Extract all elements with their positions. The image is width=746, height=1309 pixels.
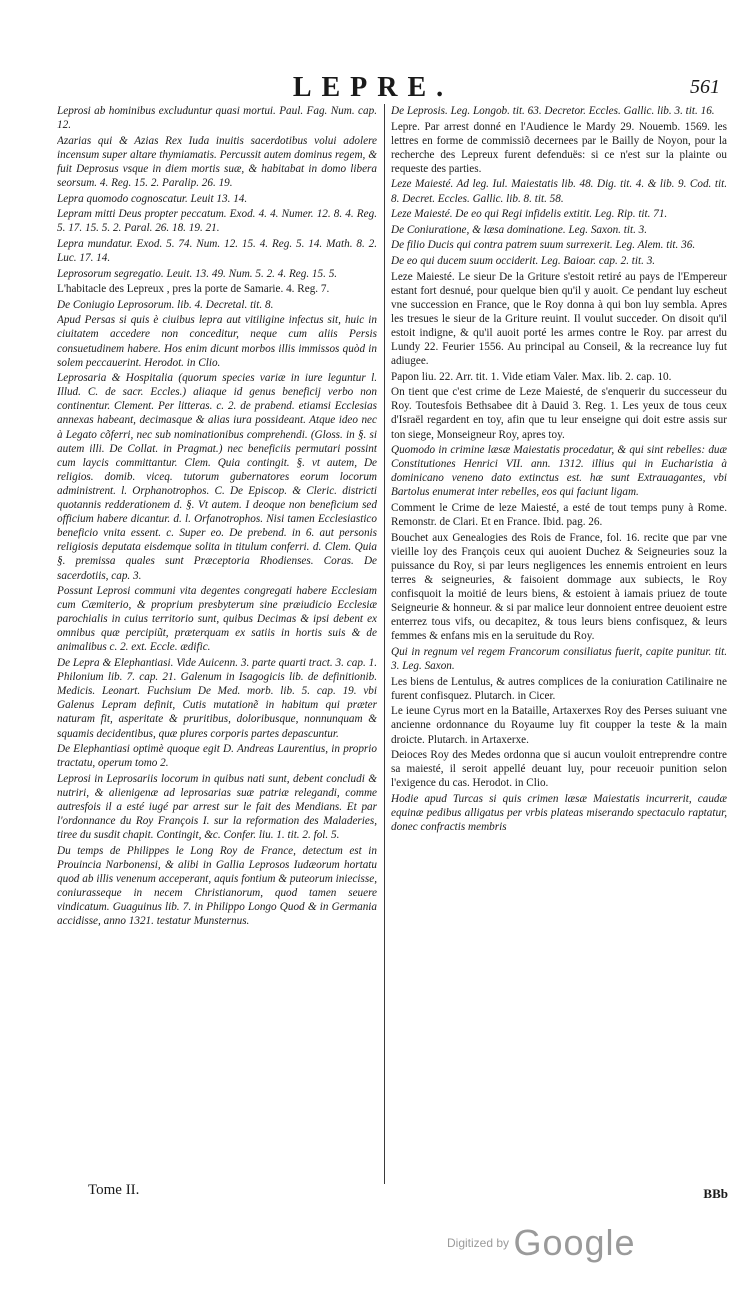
entry-paragraph: Qui in regnum vel regem Francorum consiliatus fuerit, capite punitur. tit. 3. Leg. Saxon.	[391, 645, 727, 673]
entry-paragraph: Leze Maiesté. Ad leg. Iul. Maiestatis lib. 48. Dig. tit. 4. & lib. 9. Cod. tit. 8. Decret. Eccles. Gallic. lib. 8. tit. 58.	[391, 178, 727, 205]
entry-paragraph: Du temps de Philippes le Long Roy de France, detectum est in Prouincia Narbonensi, & alibi in Gallia Leprosos Iudæorum hortatu quod ab illis venenum acceperant, aquis fontium & puteorum iniecisse, coniurasseque in necem Christianorum, quod tamen seuere vindicatum. Guaguinus lib. 7. in Philippo Longo Quod & in Germania accidisse, anno 1321. testatur Munsternus.	[57, 844, 377, 928]
left-column	[57, 104, 377, 1184]
entry-paragraph: De eo qui ducem suum occiderit. Leg. Baioar. cap. 2. tit. 3.	[391, 254, 656, 267]
entry-paragraph: De Elephantiasi optimè quoque egit D. Andreas Laurentius, in proprio tractatu, operum tomo 2.	[57, 743, 377, 770]
entry-paragraph: Papon liu. 22. Arr. tit. 1. Vide etiam Valer. Max. lib. 2. cap. 10.	[391, 370, 672, 383]
entry-paragraph: Possunt Leprosi communi vita degentes congregati habere Ecclesiam cum Cæmiterio, & proprium presbyterum sine præiudicio Ecclesiæ parochialis in cuius territorio sunt, quibus Decimas & ipsi debent ex omnibus quæ percipiũt, præterquam ex satiis in hortis suis & de animalibus c. 2. ext. Eccle. ædific.	[57, 585, 377, 654]
entry-paragraph: De Leprosis. Leg. Longob. tit. 63. Decretor. Eccles. Gallic. lib. 3. tit. 16.	[391, 105, 715, 117]
column-divider	[384, 104, 385, 1184]
entry-paragraph: Hodie apud Turcas si quis crimen læsæ Maiestatis incurrerit, caudæ equinæ pedibus alligatus per vrbis plateas miserando spectaculo raptatur, donec confractis membris	[391, 792, 727, 834]
entry-paragraph: Comment le Crime de leze Maiesté, a esté de tout temps puny à Rome. Remonstr. de Clari. Et en France. Ibid. pag. 26.	[391, 502, 727, 529]
entry-paragraph: Le ieune Cyrus mort en la Bataille, Artaxerxes Roy des Perses suiuant vne ancienne ordonnance du Royaume luy fit coupper la teste & la main droicte. Plutarch. in Artaxerxe.	[391, 705, 727, 746]
entry-paragraph: Leze Maiesté. Le sieur De la Griture s'estoit retiré au pays de l'Empereur estant fort desnué, pour quelque bien qu'il y auoit. Ce pendant luy escheut vne succession en France, que le Roy donna à qui bon luy sembla. Apres les tresues le sieur de la Griture reuint. Il voulut succeder. On disoit qu'il estoit indigne, & qu'il auoit porté les armes contre le Roy. par arrest du Lundy 22. Feurier 1556. Au principal au Conseil, & la recreance luy fut adiugee.	[391, 270, 727, 368]
digitized-watermark	[447, 1222, 636, 1264]
entry-paragraph: De Lepra & Elephantiasi. Vide Auicenn. 3. parte quarti tract. 3. cap. 1. Philonium lib. 7. cap. 21. Galenum in Isagogicis lib. de definitionib. Medicis. Leonart. Fuchsium De Med. morb. lib. 5. cap. 19. vbi Galenus Lepram definit, Cutis mutationẽ in habitum qui præter naturam fit, asperitate & pruritibus, doloribusque, nonnunquam & squamis decidentibus, quæ plures corporis partes depascuntur.	[57, 657, 377, 740]
watermark-prefix: Digitized by	[447, 1236, 510, 1250]
entry-paragraph: De Coniugio Leprosorum. lib. 4. Decretal. tit. 8.	[57, 298, 274, 311]
entry-paragraph: Bouchet aux Genealogies des Rois de France, fol. 16. recite que par vne vieille loy des François ceux qui auoient Duchez & Seigneuries souz la puissance du Roy, si par leurs negligences les ennemis entroient en leurs terres & seigneuries, & faisoient dommage aux subiects, le Roy confisquoit la moitié de leurs biens, & estoient à iamais priuez de toute Seigneurie & honneur. & si par malice leur donnoient entree deuoient estre enterrez tous vifs, ou decapitez, & tous leurs biens confisquez, & leurs femmes & enfans mis en la seruitude du Roy.	[391, 531, 727, 643]
entry-paragraph: L'habitacle des Lepreux , pres la porte de Samarie. 4. Reg. 7.	[57, 283, 330, 296]
entry-paragraph: Lepram mitti Deus propter peccatum. Exod. 4. 4. Numer. 12. 8. 4. Reg. 5. 17. 15. 5. 2. Paral. 26. 18. 19. 21.	[57, 208, 377, 235]
entry-paragraph: Leprosorum segregatio. Leuit. 13. 49. Num. 5. 2. 4. Reg. 15. 5.	[57, 267, 338, 280]
entry-paragraph: Leprosi ab hominibus excluduntur quasi mortui. Paul. Fag. Num. cap. 12.	[57, 105, 377, 132]
entry-paragraph: Les biens de Lentulus, & autres complices de la coniuration Catilinaire ne furent confisquez. Plutarch. in Cicer.	[391, 675, 727, 702]
entry-paragraph: De Coniuratione, & læsa dominatione. Leg. Saxon. tit. 3.	[391, 223, 648, 236]
entry-paragraph: Leprosi in Leprosariis locorum in quibus nati sunt, debent concludi & nutriri, & alienigenæ ad leprosarias suæ patriæ relegandi, comme autresfois il a esté iugé par arrest sur le fait des Mendians. Et par l'ordonnance du Roy François I. sur la reformation des Maladeries, tiree du susdit chapit. Contingit, &c. Confer. liu. 1. tit. 2. fol. 5.	[57, 772, 377, 842]
entry-paragraph: Leprosaria & Hospitalia (quorum species variæ in iure leguntur l. Illud. C. de sacr. Eccles.) aliaque id genus beneficij verbo non continentur. Clement. Per litteras. c. 2. de prabend. etiamsi Ecclesias annexas habeant, decimasque & alias iura possideant. Atque ideo nec à Legato cõferri, nec sub nominationibus comprehendi. (Gloss. in §. si autem illi. De Collat. in Pragmat.) nec beneficiis permutari possint cum laycis committantur. Clem. Quia contingit. §. vt autem, De religios. domib. viceq. tutorum gubernatores eorum locorum administrent. l. Orphanotrophos. C. De Episcop. & Cleric. districti quotannis redderationem d. §. Vt autem. I deoque non beneficium sed officium habere dicantur. d. l. Orfanotrophos. Nisi tamen Ecclesiastico beneficio vnita essent. c. Super eo. De prebend. in 6. aut personis religiosis deputata eisdemque solita in titulum conferri. d. Clem. Quia §. premissa quales sunt Præceptoria Rhodienses. Coras. De sacerdotiis, cap. 3.	[57, 372, 377, 582]
entry-paragraph: De filio Ducis qui contra patrem suum surrexerit. Leg. Alem. tit. 36.	[391, 239, 696, 252]
entry-paragraph: Azarias qui & Azias Rex Iuda inuitis sacerdotibus volui adolere incensum super altare thymiamatis. Percussit autem dominus regem, & fuit Deprosus vsque in diem mortis suæ, & habitabat in domo libera seorsum. 4. Reg. 15. 2. Paralip. 26. 19.	[57, 134, 377, 189]
right-column	[391, 104, 727, 1224]
running-head-title: LEPRE.	[292, 72, 454, 103]
signature-mark: BBb	[703, 1186, 728, 1201]
entry-paragraph: Lepra mundatur. Exod. 5. 74. Num. 12. 15. 4. Reg. 5. 14. Math. 8. 2. Luc. 17. 14.	[57, 237, 377, 264]
watermark-brand-logo: Google	[513, 1222, 636, 1263]
entry-paragraph: Deioces Roy des Medes ordonna que si aucun vouloit entreprendre contre sa maiesté, il seroit appellé deuant luy, pour receuoir punition selon l'exigence du cas. Herodot. in Clio.	[391, 749, 727, 790]
entry-paragraph: Quomodo in crimine læsæ Maiestatis procedatur, & qui sint rebelles: duæ Constitutiones Henrici VII. ann. 1312. illius qui in Eucharistia à dominicano veneno dato extinctus est. hæ sunt Extrauagantes, vbi Bartolus enumerat inter rebelles, eos qui faciunt ligam.	[391, 444, 727, 499]
entry-paragraph: Apud Persas si quis è ciuibus lepra aut vitiligine infectus sit, huic in ciuitatem accedere non conceditur, neque cum aliis Persis consuetudinem habere. Hos enim dicunt morbos illis immissos quòd in solem peccauerint. Herodot. in Clio.	[57, 314, 377, 369]
entry-paragraph: Lepre. Par arrest donné en l'Audience le Mardy 29. Nouemb. 1569. les lettres en forme de commissiõ decernees par le Bailly de Noyon, pour la recherche des Lepreux furent defenduës: si ce n'est sur la plainte ou requeste des parties.	[391, 120, 727, 175]
volume-label: Tome II.	[88, 1182, 140, 1198]
entry-paragraph: Lepra quomodo cognoscatur. Leuit 13. 14.	[57, 192, 248, 205]
entry-paragraph: On tient que c'est crime de Leze Maiesté, de s'enquerir du successeur du Roy. Toutesfois Bethsabee dit à Dauid 3. Reg. 1. Les yeux de tous ceux d'Israël regardent en toy, afin que tu leur enseigne qui doit estre assis sur ton siege, Monseigneur Roy, apres toy.	[391, 386, 727, 441]
page-number: 561	[690, 76, 720, 98]
entry-paragraph: Leze Maiesté. De eo qui Regi infidelis extitit. Leg. Rip. tit. 71.	[391, 208, 668, 221]
